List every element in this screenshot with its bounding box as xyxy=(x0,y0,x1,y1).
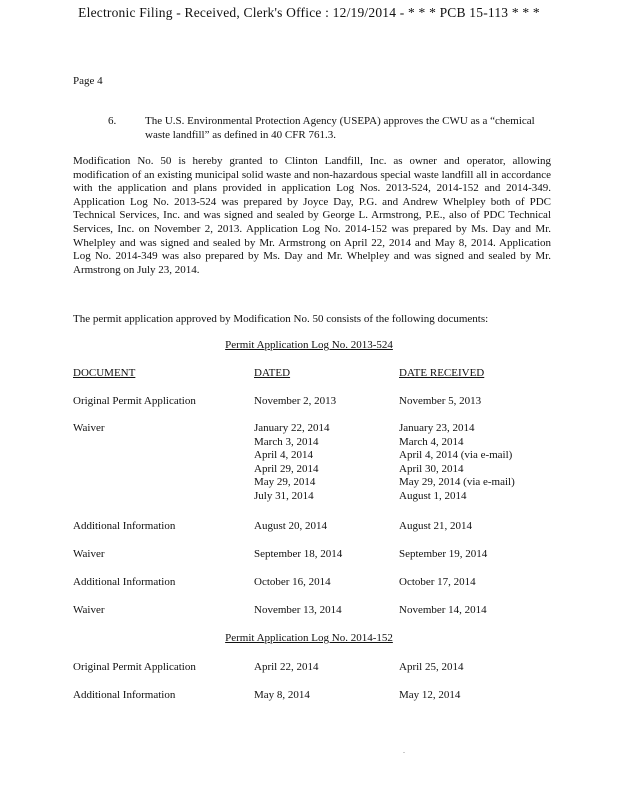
row-document: Waiver xyxy=(73,422,105,434)
dated-entry: March 3, 2014 xyxy=(254,435,319,448)
column-header-document: DOCUMENT xyxy=(73,367,136,379)
item-number: 6. xyxy=(108,115,117,127)
row-document: Additional Information xyxy=(73,520,176,532)
row-document: Additional Information xyxy=(73,689,176,701)
received-entry: March 4, 2014 xyxy=(399,435,464,448)
row-dated: April 22, 2014 xyxy=(254,661,319,673)
received-entry: May 29, 2014 (via e-mail) xyxy=(399,476,515,489)
row-received: September 19, 2014 xyxy=(399,548,488,560)
row-received: October 17, 2014 xyxy=(399,576,476,588)
row-received: April 25, 2014 xyxy=(399,661,464,673)
dated-entry: January 22, 2014 xyxy=(254,422,330,434)
item-text: The U.S. Environmental Protection Agency (USEPA) approves the CWU as a “chemical waste landfill” as defined in 40 CFR 761.3. xyxy=(145,115,535,141)
dated-entry: April 4, 2014 xyxy=(254,449,313,462)
received-entry: April 4, 2014 (via e-mail) xyxy=(399,449,513,462)
row-dated: November 13, 2014 xyxy=(254,604,342,616)
dated-entry: July 31, 2014 xyxy=(254,489,314,502)
received-entry: April 30, 2014 xyxy=(399,462,464,475)
filing-header: Electronic Filing - Received, Clerk's Office : 12/19/2014 - * * * PCB 15-113 * * * xyxy=(78,5,540,20)
row-dated: August 20, 2014 xyxy=(254,520,328,532)
row-received: November 5, 2013 xyxy=(399,395,482,407)
row-dated: September 18, 2014 xyxy=(254,548,343,560)
row-document: Additional Information xyxy=(73,576,176,588)
received-entry: January 23, 2014 xyxy=(399,422,475,434)
row-dated: May 8, 2014 xyxy=(254,689,310,701)
row-dated: October 16, 2014 xyxy=(254,576,331,588)
column-header-received: DATE RECEIVED xyxy=(399,367,485,379)
modification-paragraph: Modification No. 50 is hereby granted to Clinton Landfill, Inc. as owner and operator, allowing modification of an existing municipal solid waste and non-hazardous special waste landfill all in accordance with the application and plans provided in application Log Nos. 2013-524, 2014-152 and 2014-349. Application Log No. 2013-524 was prepared by Joyce Day, P.G. and Andrew Whelpley both of PDC Technical Services, Inc. and was signed and sealed by George L. Armstrong, P.E., also of PDC Technical Services, Inc. on November 2, 2013. Application Log No. 2014-152 was prepared by Ms. Day and Mr. Whelpley and was signed and sealed by Mr. Armstrong on April 22, 2014 and May 8, 2014. Application Log No. 2014-349 was also prepared by Ms. Day and Mr. Whelpley and was signed and sealed by Mr. Armstrong on July 23, 2014. xyxy=(73,155,551,276)
documents-intro-paragraph: The permit application approved by Modification No. 50 consists of the following documents: xyxy=(73,313,489,325)
section-title-log-2014-152: Permit Application Log No. 2014-152 xyxy=(225,632,393,644)
dated-entry: May 29, 2014 xyxy=(254,476,316,489)
page-number: Page 4 xyxy=(73,75,103,87)
column-header-dated: DATED xyxy=(254,367,291,379)
row-document: Waiver xyxy=(73,604,105,616)
row-document: Original Permit Application xyxy=(73,661,196,673)
row-received: November 14, 2014 xyxy=(399,604,487,616)
waiver-dated-list xyxy=(254,422,394,504)
section-title-log-2013-524: Permit Application Log No. 2013-524 xyxy=(225,339,393,351)
dated-entry: April 29, 2014 xyxy=(254,462,319,475)
row-received: May 12, 2014 xyxy=(399,689,461,701)
scan-speck: . xyxy=(403,746,405,755)
waiver-received-list xyxy=(399,422,569,504)
row-received: August 21, 2014 xyxy=(399,520,473,532)
row-dated: November 2, 2013 xyxy=(254,395,337,407)
row-document: Original Permit Application xyxy=(73,395,196,407)
row-document: Waiver xyxy=(73,548,105,560)
received-entry: August 1, 2014 xyxy=(399,489,467,502)
